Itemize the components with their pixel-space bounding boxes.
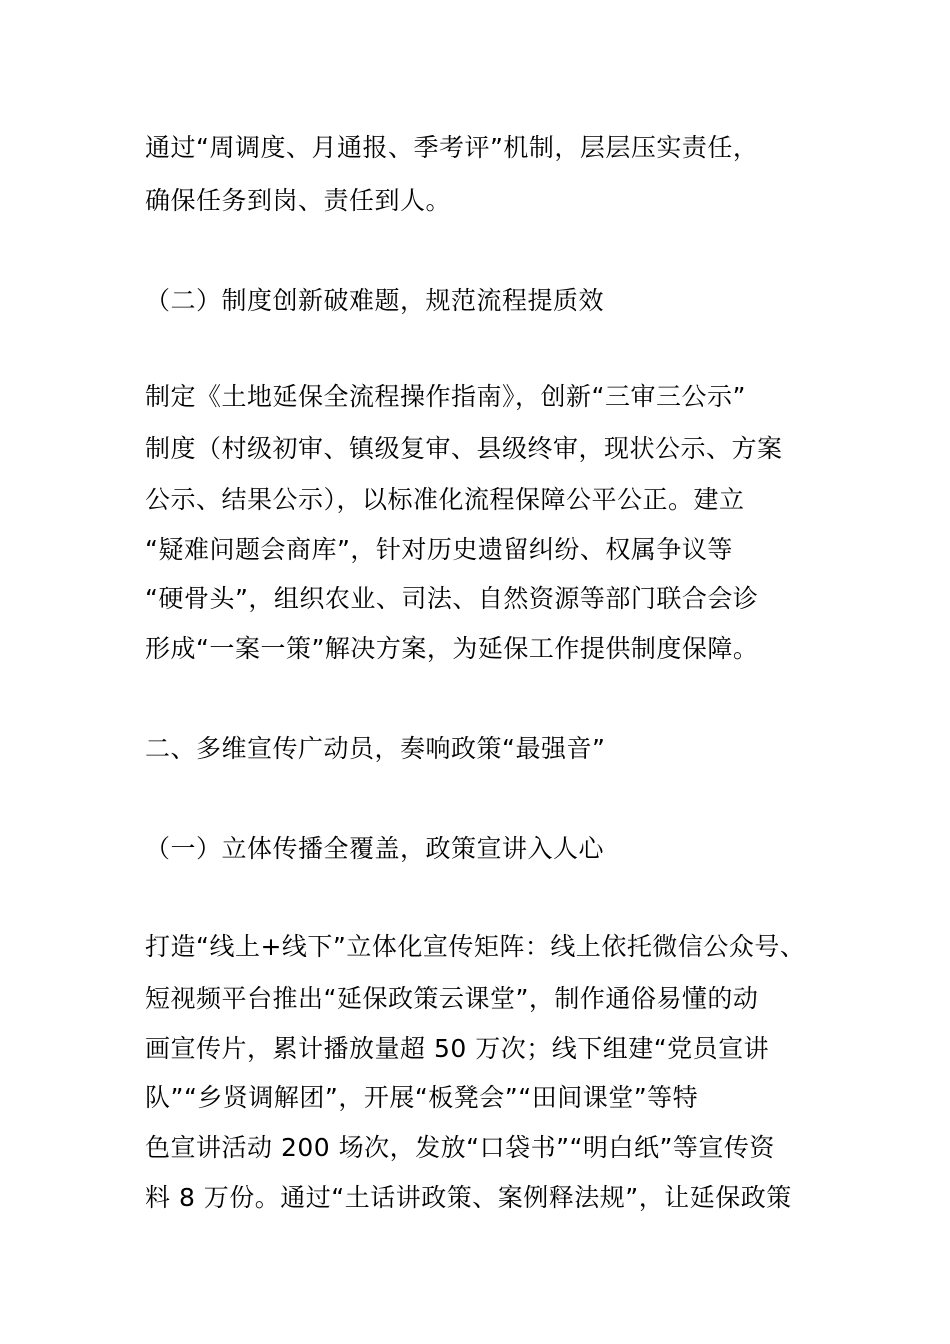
paragraph-line: 料 8 万份。通过“土话讲政策、案例释法规”，让延保政策 bbox=[145, 1183, 792, 1212]
paragraph-line: 形成“一案一策”解决方案，为延保工作提供制度保障。 bbox=[145, 634, 759, 663]
paragraph-line: 短视频平台推出“延保政策云课堂”，制作通俗易懂的动 bbox=[145, 984, 759, 1013]
subheading-2: （二）制度创新破难题，规范流程提质效 bbox=[145, 286, 605, 315]
paragraph-line: 队”“乡贤调解团”，开展“板凳会”“田间课堂”等特 bbox=[145, 1083, 699, 1112]
paragraph-line: 色宣讲活动 200 场次，发放“口袋书”“明白纸”等宣传资 bbox=[145, 1133, 775, 1162]
paragraph-line: 打造“线上+线下”立体化宣传矩阵：线上依托微信公众号、 bbox=[145, 932, 806, 961]
paragraph-line: 通过“周调度、月通报、季考评”机制，层层压实责任， bbox=[145, 133, 759, 162]
paragraph-line: 画宣传片，累计播放量超 50 万次；线下组建“党员宣讲 bbox=[145, 1034, 770, 1063]
paragraph-line: 确保任务到岗、责任到人。 bbox=[145, 186, 452, 215]
paragraph-line: 制度（村级初审、镇级复审、县级终审，现状公示、方案 bbox=[145, 434, 783, 463]
paragraph-line: “疑难问题会商库”，针对历史遗留纠纷、权属争议等 bbox=[145, 535, 733, 564]
paragraph-line: 制定《土地延保全流程操作指南》，创新“三审三公示” bbox=[145, 382, 746, 411]
subheading-1: （一）立体传播全覆盖，政策宣讲入人心 bbox=[145, 834, 605, 863]
paragraph-line: “硬骨头”，组织农业、司法、自然资源等部门联合会诊 bbox=[145, 584, 759, 613]
section-heading: 二、多维宣传广动员，奏响政策“最强音” bbox=[145, 734, 606, 763]
paragraph-line: 公示、结果公示），以标准化流程保障公平公正。建立 bbox=[145, 485, 745, 514]
